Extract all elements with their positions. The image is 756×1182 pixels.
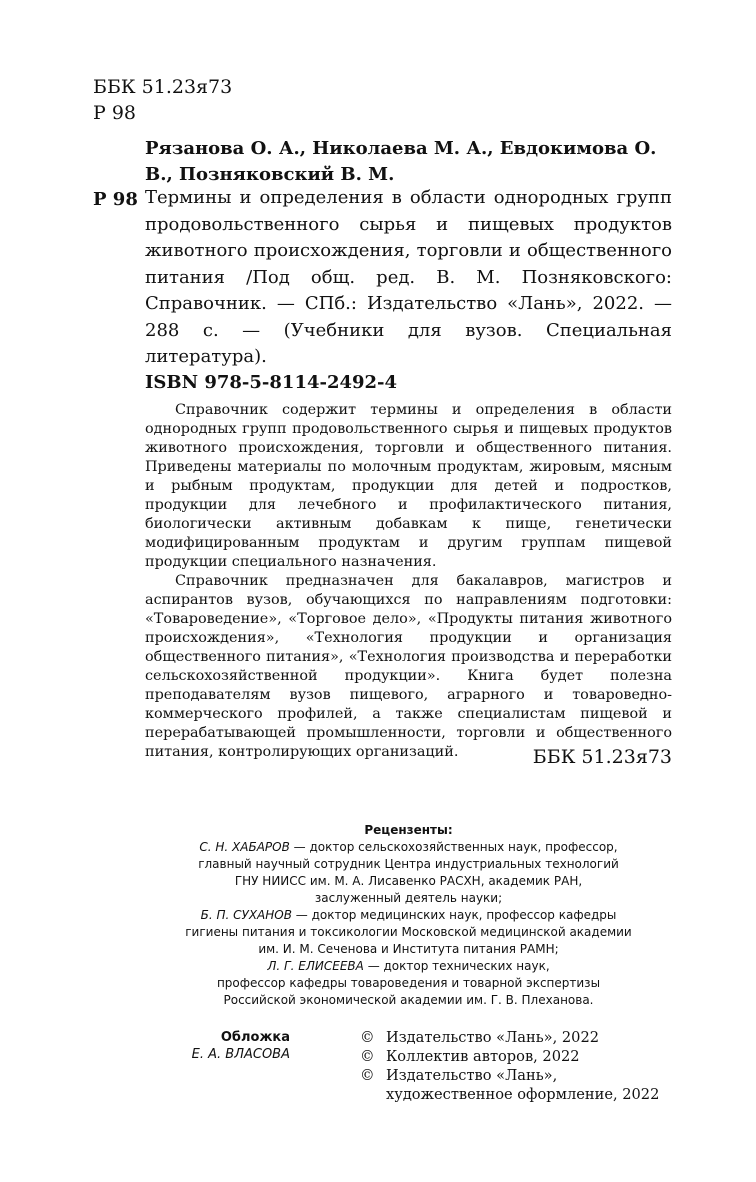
reviewer-3-line-2: профессор кафедры товароведения и товарной экспертизы xyxy=(216,976,601,990)
reviewer-1-line-4: заслуженный деятель науки; xyxy=(314,891,503,905)
entry-code: Р 98 xyxy=(93,189,138,210)
annotation-paragraph-1: Справочник содержит термины и определения в области однородных групп продовольственного сырья и пищевых продуктов животного происхождения, торговли и общественного питания. Приведены материалы по молочным продуктам, жировым, мясным и рыбным продуктам, продукции для детей и подростков, продукции для лечебного и профилактического питания, биологически активным добавкам к пище, генетически модифицированным продуктам и другим группам пищевой продукции специального назначения. xyxy=(145,402,672,570)
annotation xyxy=(145,401,672,762)
authors: Рязанова О. А., Николаева М. А., Евдокимова О. В., Позняковский В. М. xyxy=(145,138,657,185)
reviewer-2-line-2: гигиены питания и токсикологии Московской медицинской академии xyxy=(185,925,632,939)
isbn: ISBN 978-5-8114-2492-4 xyxy=(145,372,398,393)
cover-designer: Е. А. ВЛАСОВА xyxy=(191,1047,290,1062)
bbk-bottom: ББК 51.23я73 xyxy=(532,746,672,768)
reviewer-3-line-1: Л. Г. ЕЛИСЕЕВА — доктор технических наук, xyxy=(267,959,550,973)
reviewer-1-name: С. Н. ХАБАРОВ xyxy=(199,840,290,854)
bbk-header xyxy=(93,74,232,126)
reviewer-1-line-3: ГНУ НИИСС им. М. А. Лисавенко РАСХН, академик РАН, xyxy=(234,874,583,888)
reviewer-1-line-1: С. Н. ХАБАРОВ — доктор сельскохозяйственных наук, профессор, xyxy=(199,840,618,854)
bibliographic-description: Термины и определения в области однородных групп продовольственного сырья и пищевых продуктов животного происхождения, торговли и общественного питания /Под общ. ред. В. М. Позняковского: Справочник. — СПб.: Издательство «Лань», 2022. — 288 с. — (Учебники для вузов. Специальная литература). xyxy=(145,187,672,367)
copyright-line-2: © Коллектив авторов, 2022 xyxy=(360,1048,580,1065)
reviewers-heading: Рецензенты: xyxy=(364,823,453,837)
annotation-paragraph-2: Справочник предназначен для бакалавров, магистров и аспирантов вузов, обучающихся по направлениям подготовки: «Товароведение», «Торговое дело», «Продукты питания животного происхождения», «Технология продукции и организация общественного питания», «Технология производства и переработки сельскохозяйственной продукции». Книга будет полезна преподавателям вузов пищевого, аграрного и товароведно-коммерческого профилей, а также специалистам пищевой и перерабатывающей промышленности, торговли и общественного питания, контролирующих организаций. xyxy=(145,573,672,760)
cover-label: Обложка xyxy=(220,1030,290,1045)
reviewer-3-name: Л. Г. ЕЛИСЕЕВА xyxy=(267,959,364,973)
copyright-block xyxy=(360,1028,680,1104)
copyright-icon: © xyxy=(360,1048,375,1065)
copyright-line-1: © Издательство «Лань», 2022 xyxy=(360,1029,600,1046)
reviewer-1-line-2: главный научный сотрудник Центра индустриальных технологий xyxy=(198,857,619,871)
copyright-icon: © xyxy=(360,1067,375,1084)
reviewer-2-line-1: Б. П. СУХАНОВ — доктор медицинских наук, профессор кафедры xyxy=(200,908,617,922)
copyright-line-4: художественное оформление, 2022 xyxy=(386,1086,660,1103)
reviewer-2-line-3: им. И. М. Сеченова и Института питания РАМН; xyxy=(258,942,559,956)
copyright-line-3: © Издательство «Лань», xyxy=(360,1067,558,1084)
bbk-index: ББК 51.23я73 xyxy=(93,76,233,98)
copyright-icon: © xyxy=(360,1029,375,1046)
reviewers xyxy=(145,822,672,1009)
reviewer-2-name: Б. П. СУХАНОВ xyxy=(200,908,292,922)
author-code: Р 98 xyxy=(93,102,137,124)
cover-credit xyxy=(150,1029,290,1063)
reviewer-3-line-3: Российской экономической академии им. Г. В. Плеханова. xyxy=(223,993,594,1007)
